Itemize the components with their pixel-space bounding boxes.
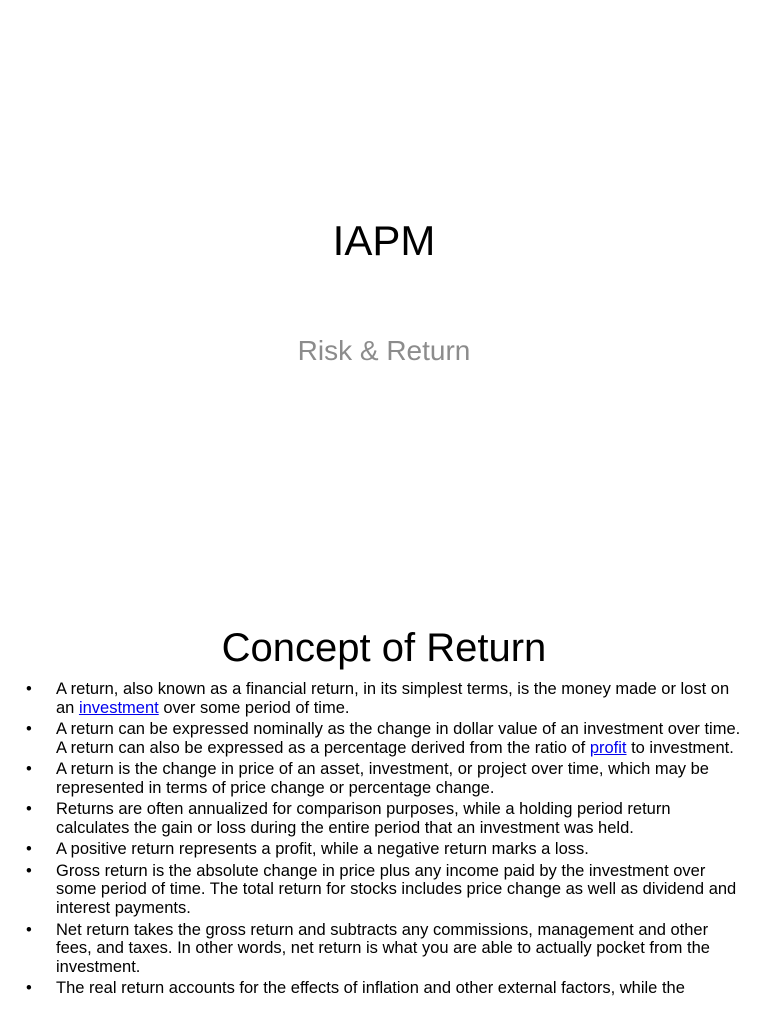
list-item bbox=[0, 921, 768, 977]
bullet-text: Gross return is the absolute change in price plus any income paid by the investment over some period of time. The total return for stocks includes price change as well as dividend and interest payments. bbox=[56, 861, 737, 918]
concept-of-return-slide bbox=[0, 576, 768, 1024]
profit-link[interactable]: profit bbox=[589, 738, 627, 757]
bullet-icon: • bbox=[26, 979, 32, 998]
bullet-text: A return can be expressed nominally as the change in dollar value of an investment over time. A return can also be expressed as a percentage derived from the ratio of bbox=[56, 720, 741, 757]
list-item bbox=[0, 800, 768, 838]
bullet-text: Returns are often annualized for comparison purposes, while a holding period return calculates the gain or loss during the entire period that an investment was held. bbox=[56, 800, 671, 838]
bullet-icon: • bbox=[26, 800, 32, 819]
bullet-text: The real return accounts for the effects of inflation and other external factors, while the bbox=[56, 979, 685, 998]
list-item bbox=[0, 840, 768, 859]
list-item bbox=[0, 862, 768, 918]
bullet-text: to investment. bbox=[626, 738, 734, 757]
bullet-text: over some period of time. bbox=[158, 698, 350, 717]
slide-title: IAPM bbox=[332, 217, 436, 264]
investment-link[interactable]: investment bbox=[78, 698, 159, 717]
bullet-text: Net return takes the gross return and subtracts any commissions, management and other fees, and taxes. In other words, net return is what you are able to actually pocket from the investment. bbox=[56, 920, 710, 977]
bullet-icon: • bbox=[26, 720, 32, 739]
bullet-icon: • bbox=[26, 920, 32, 939]
list-item bbox=[0, 720, 768, 758]
slide-subtitle: Risk & Return bbox=[297, 335, 471, 366]
slide-heading: Concept of Return bbox=[221, 626, 547, 670]
bullet-icon: • bbox=[26, 680, 32, 698]
bullet-text: A return, also known as a financial return, in its simplest terms, is the money made or lost on an bbox=[56, 680, 730, 717]
bullet-text: A return is the change in price of an asset, investment, or project over time, which may be represented in terms of price change or percentage change. bbox=[56, 760, 709, 797]
bullet-list bbox=[0, 680, 768, 1001]
list-item bbox=[0, 680, 768, 718]
bullet-text: A positive return represents a profit, while a negative return marks a loss. bbox=[56, 840, 589, 859]
bullet-icon: • bbox=[26, 861, 32, 880]
bullet-icon: • bbox=[26, 840, 32, 859]
list-item bbox=[0, 979, 768, 998]
bullet-icon: • bbox=[26, 760, 32, 779]
list-item bbox=[0, 760, 768, 798]
